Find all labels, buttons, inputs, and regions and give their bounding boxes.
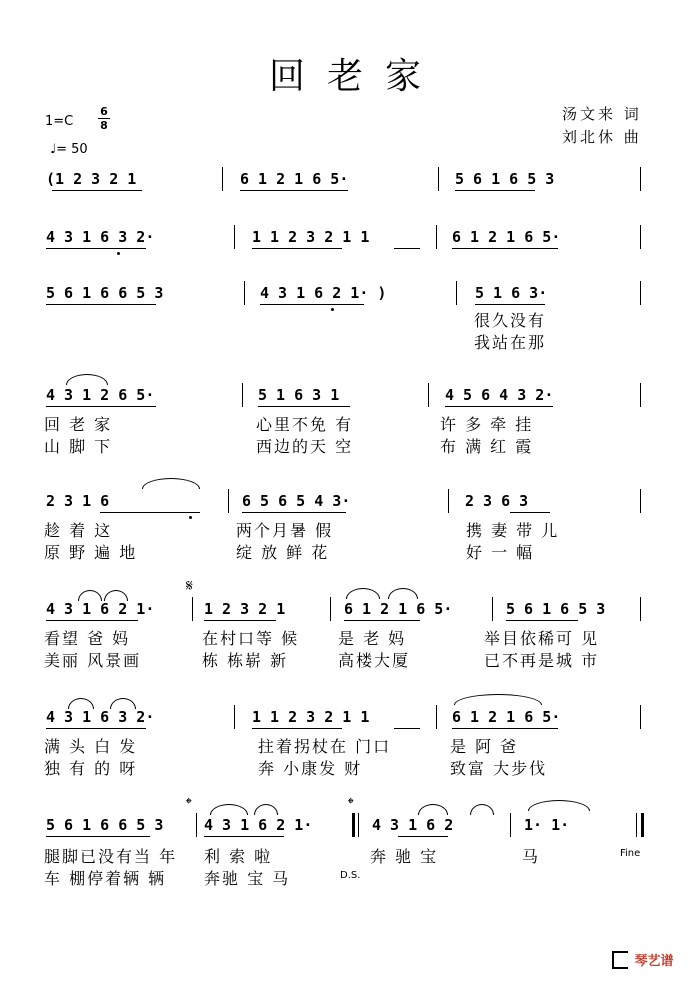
measure-notes: 4 3 1 6 2 1· <box>204 816 313 834</box>
measure-notes: 2 3 6 3 <box>465 492 529 510</box>
bar-line <box>358 813 359 837</box>
measure-notes: 5 6 1 6 6 5 3 <box>46 284 164 302</box>
slur-mark <box>110 698 136 709</box>
beam-line <box>240 190 348 191</box>
measure-notes: 4 3 1 2 6 5· <box>46 386 155 404</box>
quarter-note-icon: ♩ <box>50 142 57 157</box>
beam-line <box>46 836 150 837</box>
bar-line <box>192 597 193 621</box>
slur-mark <box>142 478 200 489</box>
beam-line <box>46 728 146 729</box>
beam-line <box>475 304 545 305</box>
bar-line <box>242 383 243 407</box>
measure-notes: 6 1 2 1 6 5· <box>452 708 561 726</box>
lyric-verse-1: 马 <box>522 847 541 866</box>
slur-mark <box>470 804 494 815</box>
lyric-verse-1: 回 老 家 <box>44 415 113 434</box>
low-octave-dot <box>117 252 120 255</box>
beam-line <box>452 728 558 729</box>
bar-line <box>636 813 637 837</box>
lyric-verse-2: 独 有 的 呀 <box>44 759 138 778</box>
beam-line <box>510 512 550 513</box>
slur-mark <box>454 694 542 705</box>
lyric-verse-1: 拄着拐杖在 门口 <box>258 737 392 756</box>
slur-mark <box>254 804 278 815</box>
bar-line <box>640 167 641 191</box>
lyric-verse-1: 许 多 牵 挂 <box>440 415 534 434</box>
bar-line <box>228 489 229 513</box>
lyric-verse-2: 绽 放 鲜 花 <box>236 543 330 562</box>
beam-line <box>46 406 156 407</box>
lyric-verse-1: 举目依稀可 见 <box>484 629 600 648</box>
beam-line <box>260 304 364 305</box>
repeat-bar-line <box>352 813 355 837</box>
slur-mark <box>388 588 418 599</box>
measure-notes: 2 3 1 6 <box>46 492 110 510</box>
beam-line <box>52 190 142 191</box>
tempo: ♩= 50 <box>50 142 88 157</box>
lyric-verse-2: 布 满 红 霞 <box>440 437 534 456</box>
lyric-verse-2: 已不再是城 市 <box>484 651 600 670</box>
beam-line <box>455 190 535 191</box>
coda-icon: 𝄌 <box>186 794 192 813</box>
measure-notes: (1 2 3 2 1 <box>46 170 137 188</box>
bar-line <box>330 597 331 621</box>
beam-line <box>204 836 284 837</box>
lyric-verse-1: 看望 爸 妈 <box>44 629 131 648</box>
beam-line <box>344 620 420 621</box>
beam-line <box>100 512 200 513</box>
beam-line <box>394 728 420 729</box>
segno-icon: 𝄋 <box>186 576 193 595</box>
beam-line <box>445 406 553 407</box>
lyric-verse-1: 很久没有 <box>474 311 547 330</box>
lyric-verse-1: 携 妻 带 儿 <box>466 521 560 540</box>
beam-line <box>46 248 146 249</box>
beam-line <box>394 248 420 249</box>
beam-line <box>252 248 342 249</box>
bar-line <box>492 597 493 621</box>
ds-marker: D.S. <box>340 870 361 881</box>
lyric-verse-2: 栋 栋崭 新 <box>202 651 289 670</box>
measure-notes: 1 1 2 3 2 1 1 <box>252 228 370 246</box>
slur-mark <box>210 804 248 815</box>
slur-mark <box>528 800 590 811</box>
bar-line <box>640 489 641 513</box>
low-octave-dot <box>189 516 192 519</box>
lyric-verse-1: 是 阿 爸 <box>450 737 519 756</box>
lyric-verse-1: 趁 着 这 <box>44 521 113 540</box>
beam-line <box>258 406 350 407</box>
measure-notes: 6 1 2 1 6 5· <box>240 170 349 188</box>
measure-notes: 4 3 1 6 2 1· ) <box>260 284 387 302</box>
lyric-verse-1: 在村口等 候 <box>202 629 300 648</box>
measure-notes: 6 1 2 1 6 5· <box>452 228 561 246</box>
measure-notes: 5 1 6 3· <box>475 284 548 302</box>
lyric-verse-2: 美丽 风景画 <box>44 651 142 670</box>
bar-line <box>244 281 245 305</box>
lyric-verse-2: 车 棚停着辆 辆 <box>44 869 167 888</box>
coda-icon: 𝄌 <box>348 794 354 813</box>
bar-line <box>234 225 235 249</box>
bar-line <box>438 167 439 191</box>
measure-notes: 1· 1· <box>524 816 570 834</box>
bar-line <box>510 813 511 837</box>
key-signature: 1=C <box>45 114 74 129</box>
page-title: 回老家 <box>268 56 443 97</box>
measure-notes: 4 3 1 6 2 1· <box>46 600 155 618</box>
lyric-verse-1: 两个月暑 假 <box>236 521 334 540</box>
bar-line <box>196 813 197 837</box>
final-bar-line <box>641 813 644 837</box>
measure-notes: 1 1 2 3 2 1 1 <box>252 708 370 726</box>
lyric-verse-2: 原 野 遍 地 <box>44 543 138 562</box>
lyric-verse-1: 满 头 白 发 <box>44 737 138 756</box>
measure-notes: 4 3 1 6 2 <box>372 816 454 834</box>
lyric-verse-1: 是 老 妈 <box>338 629 407 648</box>
beam-line <box>204 620 276 621</box>
logo-icon <box>612 951 628 969</box>
slur-mark <box>68 698 94 709</box>
slur-mark <box>346 588 380 599</box>
beam-line <box>506 620 578 621</box>
lyric-verse-2: 山 脚 下 <box>44 437 113 456</box>
lyric-verse-2: 我站在那 <box>474 333 547 352</box>
bar-line <box>456 281 457 305</box>
slur-mark <box>66 374 108 385</box>
lyric-verse-2: 好 一 幅 <box>466 543 535 562</box>
slur-mark <box>104 590 128 601</box>
watermark-logo: 琴艺谱 <box>612 950 674 969</box>
lyricist-credit: 汤文来 词 <box>562 105 642 123</box>
lyric-verse-2: 高楼大厦 <box>338 651 411 670</box>
beam-line <box>46 620 138 621</box>
measure-notes: 5 1 6 3 1 <box>258 386 340 404</box>
lyric-verse-2: 奔 小康发 财 <box>258 759 363 778</box>
bar-line <box>428 383 429 407</box>
slur-mark <box>78 590 102 601</box>
beam-line <box>242 512 346 513</box>
bar-line <box>436 225 437 249</box>
time-signature: 6 8 <box>98 106 110 131</box>
beam-line <box>398 836 448 837</box>
lyric-verse-2: 致富 大步伐 <box>450 759 548 778</box>
composer-credit: 刘北休 曲 <box>562 128 642 146</box>
lyric-verse-2: 奔驰 宝 马 <box>204 869 291 888</box>
slur-mark <box>418 804 448 815</box>
beam-line <box>452 248 558 249</box>
bar-line <box>640 281 641 305</box>
bar-line <box>640 705 641 729</box>
bar-line <box>234 705 235 729</box>
beam-line <box>46 304 156 305</box>
measure-notes: 5 6 1 6 5 3 <box>506 600 606 618</box>
bar-line <box>436 705 437 729</box>
measure-notes: 4 5 6 4 3 2· <box>445 386 554 404</box>
bar-line <box>640 383 641 407</box>
measure-notes: 6 5 6 5 4 3· <box>242 492 351 510</box>
measure-notes: 4 3 1 6 3 2· <box>46 228 155 246</box>
measure-notes: 5 6 1 6 6 5 3 <box>46 816 164 834</box>
bar-line <box>640 225 641 249</box>
measure-notes: 6 1 2 1 6 5· <box>344 600 453 618</box>
measure-notes: 4 3 1 6 3 2· <box>46 708 155 726</box>
beam-line <box>252 728 342 729</box>
lyric-verse-2: 西边的天 空 <box>256 437 354 456</box>
bar-line <box>222 167 223 191</box>
lyric-verse-1: 奔 驰 宝 <box>370 847 439 866</box>
lyric-verse-1: 心里不免 有 <box>256 415 354 434</box>
fine-marker: Fine <box>620 848 641 859</box>
measure-notes: 1 2 3 2 1 <box>204 600 286 618</box>
bar-line <box>640 597 641 621</box>
low-octave-dot <box>331 308 334 311</box>
lyric-verse-1: 利 索 啦 <box>204 847 273 866</box>
bar-line <box>448 489 449 513</box>
lyric-verse-1: 腿脚已没有当 年 <box>44 847 178 866</box>
measure-notes: 5 6 1 6 5 3 <box>455 170 555 188</box>
